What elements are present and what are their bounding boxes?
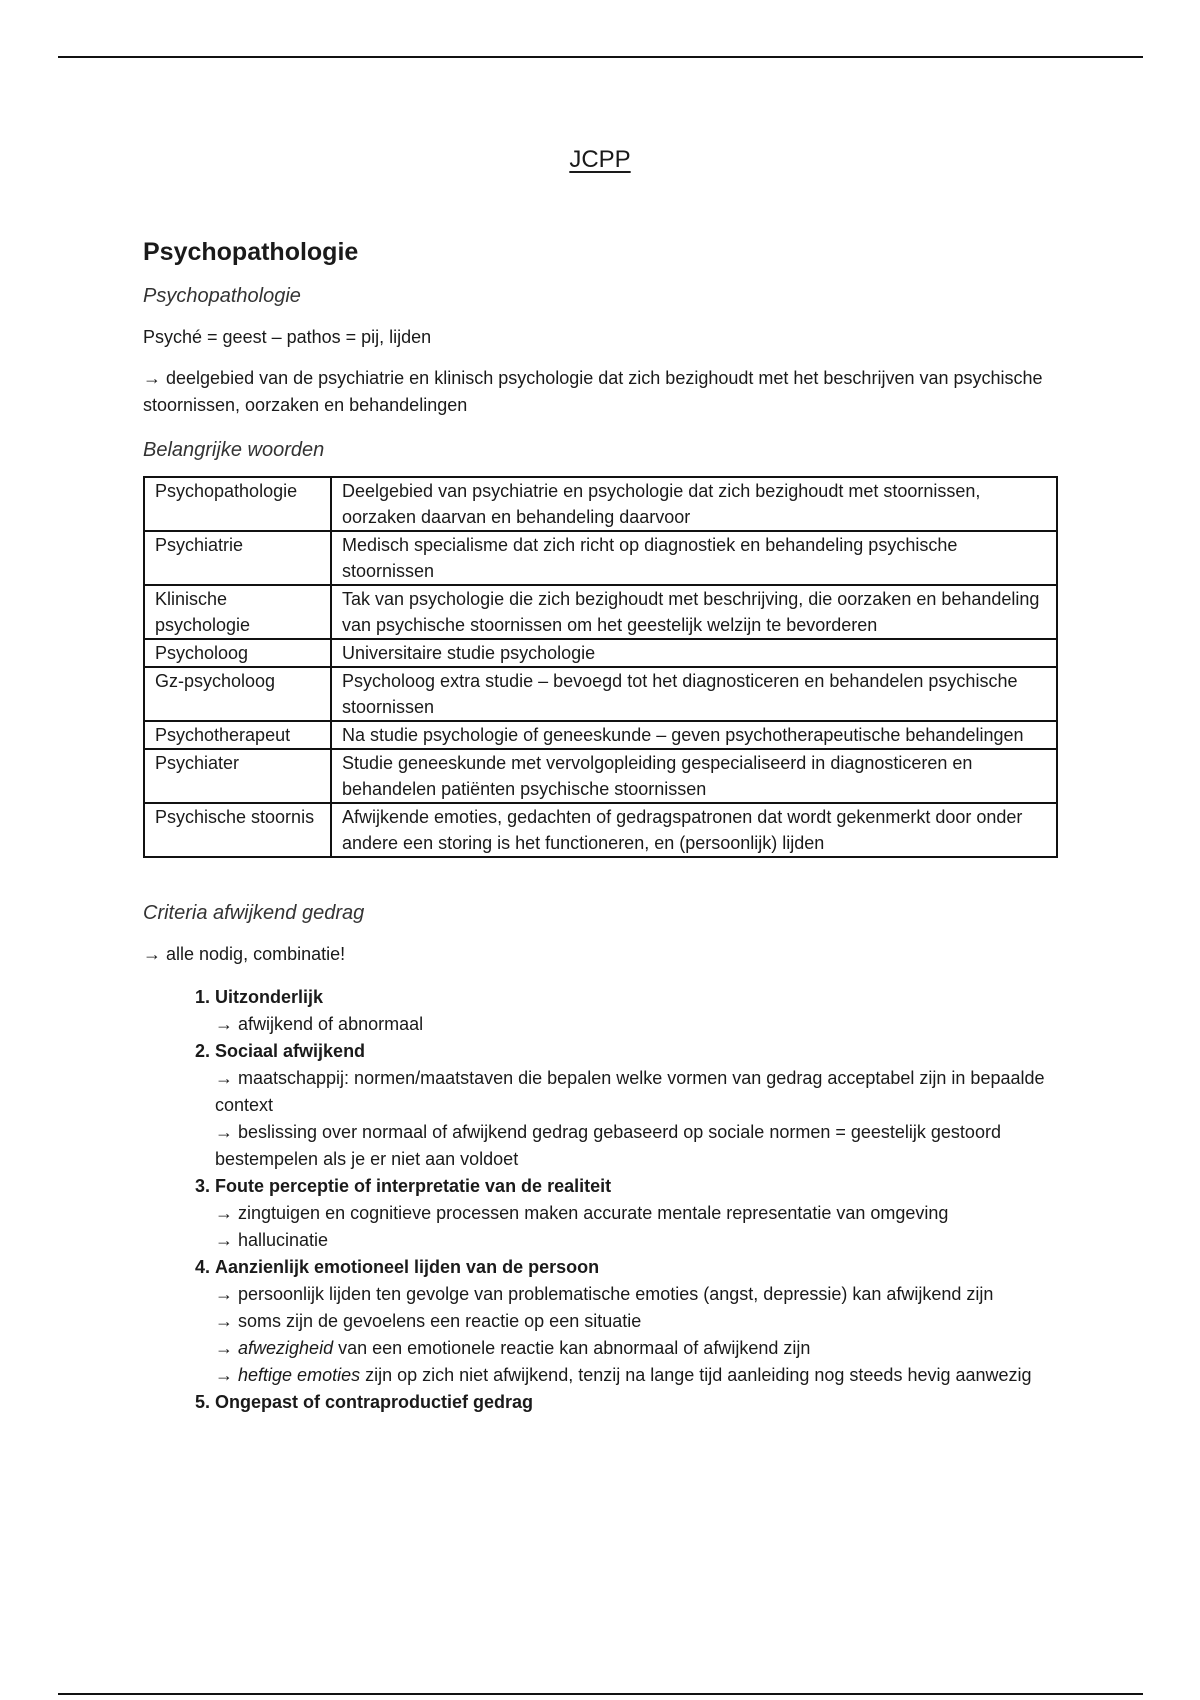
criterion-title: Aanzienlijk emotioneel lijden van de persoon <box>215 1257 600 1277</box>
criterion-note: → persoonlijk lijden ten gevolge van problematische emoties (angst, depressie) kan afwijkend zijn <box>215 1284 994 1304</box>
criterion-note: → zingtuigen en cognitieve processen maken accurate mentale representatie van omgeving <box>215 1203 949 1223</box>
definition-line: → deelgebied van de psychiatrie en klinisch psychologie dat zich bezighoudt met het beschrijven van psychische stoornissen, oorzaken en behandelingen <box>143 368 1043 415</box>
definition-cell: Studie geneeskunde met vervolgopleiding gespecialiseerd in diagnosticeren en behandelen patiënten psychische stoornissen <box>331 749 1057 803</box>
term-cell: Psychische stoornis <box>144 803 331 857</box>
etymology-line: Psyché = geest – pathos = pij, lijden <box>143 327 432 347</box>
criterion-note: → soms zijn de gevoelens een reactie op een situatie <box>215 1311 642 1331</box>
definition-cell: Afwijkende emoties, gedachten of gedragspatronen dat wordt gekenmerkt door onder andere een storing is het functioneren, en (persoonlijk) lijden <box>331 803 1057 857</box>
list-item <box>215 1254 1063 1389</box>
note-prefix: → <box>215 1365 239 1385</box>
term-cell: Klinische psychologie <box>144 585 331 639</box>
note-emphasis: afwezigheid <box>238 1338 334 1358</box>
note-rest: van een emotionele reactie kan abnormaal of afwijkend zijn <box>333 1338 811 1358</box>
table-row <box>144 585 1057 639</box>
criterion-title: Uitzonderlijk <box>215 987 324 1007</box>
list-item <box>215 1389 1063 1416</box>
criterion-note: → maatschappij: normen/maatstaven die bepalen welke vormen van gedrag acceptabel zijn in bepaalde context <box>215 1068 1045 1115</box>
criteria-list <box>143 984 1063 1416</box>
definition-cell: Na studie psychologie of geneeskunde – geven psychotherapeutische behandelingen <box>331 721 1057 749</box>
term-cell: Psycholoog <box>144 639 331 667</box>
criterion-note: → beslissing over normaal of afwijkend gedrag gebaseerd op sociale normen = geestelijk gestoord bestempelen als je er niet aan voldoet <box>215 1122 1001 1169</box>
subheading-psychopathologie: Psychopathologie <box>143 285 301 307</box>
criterion-note: → hallucinatie <box>215 1230 329 1250</box>
note-emphasis: heftige emoties <box>238 1365 361 1385</box>
term-cell: Psychopathologie <box>144 477 331 531</box>
terms-table <box>143 476 1058 858</box>
definition-cell: Tak van psychologie die zich bezighoudt met beschrijving, die oorzaken en behandeling van psychische stoornissen om het geestelijk welzijn te bevorderen <box>331 585 1057 639</box>
document-body <box>143 238 1063 1416</box>
table-row <box>144 803 1057 857</box>
list-item <box>215 984 1063 1038</box>
bottom-rule <box>58 1693 1143 1695</box>
subheading-belangrijke-woorden: Belangrijke woorden <box>143 439 325 461</box>
list-item <box>215 1173 1063 1254</box>
criterion-note-afwezigheid <box>215 1335 1063 1362</box>
main-heading: Psychopathologie <box>143 238 359 266</box>
criterion-note: → afwijkend of abnormaal <box>215 1014 424 1034</box>
term-cell: Psychotherapeut <box>144 721 331 749</box>
table-row <box>144 477 1057 531</box>
definition-cell: Psycholoog extra studie – bevoegd tot het diagnosticeren en behandelen psychische stoornissen <box>331 667 1057 721</box>
table-row <box>144 639 1057 667</box>
criterion-title: Sociaal afwijkend <box>215 1041 366 1061</box>
definition-cell: Medisch specialisme dat zich richt op diagnostiek en behandeling psychische stoornissen <box>331 531 1057 585</box>
definition-cell: Universitaire studie psychologie <box>331 639 1057 667</box>
table-row <box>144 749 1057 803</box>
term-cell: Psychiatrie <box>144 531 331 585</box>
table-row <box>144 667 1057 721</box>
criteria-intro: → alle nodig, combinatie! <box>143 944 346 964</box>
top-rule <box>58 56 1143 58</box>
note-rest: zijn op zich niet afwijkend, tenzij na lange tijd aanleiding nog steeds hevig aanwezig <box>360 1365 1032 1385</box>
criterion-note-heftige <box>215 1362 1063 1389</box>
criterion-title: Ongepast of contraproductief gedrag <box>215 1392 534 1412</box>
note-prefix: → <box>215 1338 239 1358</box>
list-item <box>215 1038 1063 1173</box>
term-cell: Gz-psycholoog <box>144 667 331 721</box>
document-title: JCPP <box>569 146 631 173</box>
table-row <box>144 531 1057 585</box>
table-row <box>144 721 1057 749</box>
criterion-title: Foute perceptie of interpretatie van de realiteit <box>215 1176 612 1196</box>
term-cell: Psychiater <box>144 749 331 803</box>
definition-cell: Deelgebied van psychiatrie en psychologie dat zich bezighoudt met stoornissen, oorzaken daarvan en behandeling daarvoor <box>331 477 1057 531</box>
subheading-criteria: Criteria afwijkend gedrag <box>143 902 365 924</box>
